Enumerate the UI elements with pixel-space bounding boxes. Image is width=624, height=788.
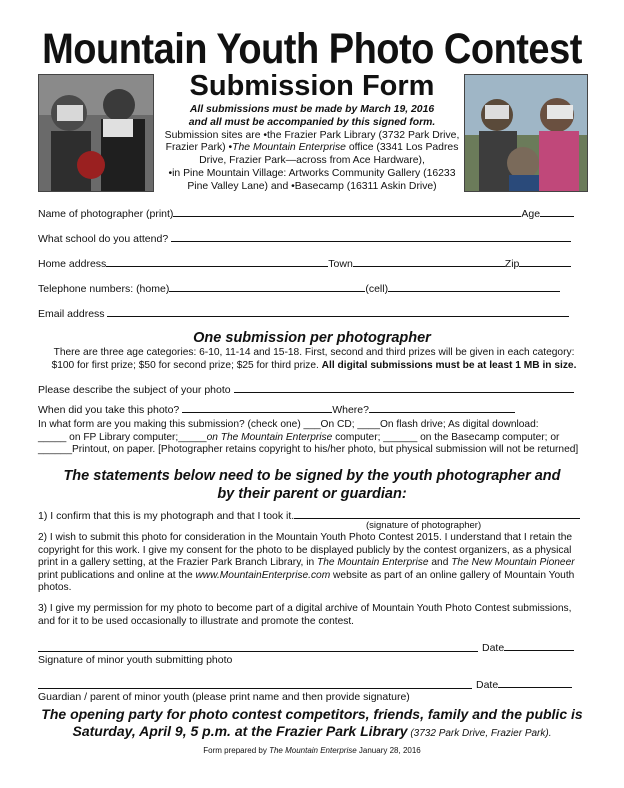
email-field[interactable] — [107, 306, 569, 317]
form-line-2c: computer; ______ on the Basecamp computer; or — [332, 431, 560, 443]
statement-2-line-3a: print in a gallery setting, at the Frazier Park Branch Library, in — [38, 557, 317, 568]
party-line-2a: Saturday, April 9, 5 p.m. at the Frazier Park Library — [72, 723, 408, 739]
cell-phone-field[interactable] — [388, 281, 560, 292]
sites-line-3: Drive, Frazier Park—across from Ace Hardware), — [199, 155, 425, 167]
form-question — [38, 419, 590, 457]
where-label: Where? — [332, 404, 369, 416]
party-announcement — [0, 706, 624, 742]
home-phone-field[interactable] — [169, 281, 365, 292]
sites-line-2b: The Mountain Enterprise — [232, 142, 346, 154]
minor-date-field[interactable] — [504, 640, 574, 651]
minor-date-label: Date — [482, 642, 505, 654]
phone-label: Telephone numbers: (home) — [38, 283, 170, 295]
zip-field[interactable] — [519, 256, 571, 267]
zip-label: Zip — [504, 258, 520, 270]
name-row — [38, 206, 574, 220]
age-label: Age — [521, 208, 541, 220]
address-label: Home address — [38, 258, 107, 270]
form-line-1: In what form are you making this submission? (check one) ___On CD; ____On flash drive; As digital download: — [38, 419, 539, 430]
form-line-2b: on The Mountain Enterprise — [206, 431, 333, 443]
sites-line-4: •in Pine Mountain Village: Artworks Community Gallery (16233 — [168, 167, 456, 179]
statements-heading-1: The statements below need to be signed by the youth photographer and — [63, 468, 561, 484]
subject-row — [38, 382, 574, 396]
cell-label: (cell) — [365, 283, 389, 295]
deadline-line-1: All submissions must be made by March 19, 2016 — [189, 104, 435, 115]
when-field[interactable] — [182, 402, 332, 413]
statement-2-line-5: photos. — [38, 582, 72, 593]
statement-2-line-3c: and — [428, 557, 452, 568]
phone-row — [38, 281, 560, 295]
statement-2 — [38, 532, 590, 595]
sites-line-1: Submission sites are •the Frazier Park Library (3732 Park Drive, — [164, 129, 460, 141]
email-row — [38, 306, 569, 320]
guardian-date-row — [476, 677, 572, 691]
statement-1-row — [38, 508, 580, 522]
age-field[interactable] — [540, 206, 574, 217]
statement-2-line-3b: The Mountain Enterprise — [316, 557, 429, 568]
photographer-signature-field[interactable] — [294, 508, 580, 519]
name-field[interactable] — [173, 206, 521, 217]
statement-1: 1) I confirm that this is my photograph and that I took it. — [38, 510, 295, 522]
form-line-3: ______Printout, on paper. [Photographer retains copyright to his/her photo, but physical submission will not be returned] — [38, 444, 579, 455]
form-line-2a: _____ on FP Library computer;_____ — [38, 431, 207, 443]
photo-left — [38, 74, 154, 192]
school-field[interactable] — [171, 231, 571, 242]
school-row — [38, 231, 571, 245]
minor-signature-field[interactable] — [38, 651, 478, 652]
credit-a: Form prepared by — [203, 746, 270, 755]
where-field[interactable] — [369, 402, 515, 413]
when-label: When did you take this photo? — [38, 404, 180, 416]
guardian-date-field[interactable] — [498, 677, 572, 688]
rules-line-2a: $100 for first prize; $50 for second prize; $25 for third prize. — [51, 359, 322, 371]
party-line-2b: (3732 Park Drive, Frazier Park). — [407, 728, 552, 739]
town-field[interactable] — [353, 256, 505, 267]
submission-info — [160, 104, 464, 194]
statement-2-line-2: copyright for this work. I give my consent for the photo to be displayed publicly by the contest organizers, as a physical — [38, 544, 572, 556]
page-subtitle: Submission Form — [189, 70, 435, 102]
sites-line-5: Pine Valley Lane) and •Basecamp (16311 Askin Drive) — [187, 180, 437, 192]
town-label: Town — [328, 258, 353, 270]
minor-date-row — [482, 640, 574, 654]
statement-2-line-4b: www.MountainEnterprise.com — [195, 569, 331, 581]
guardian-signature-label: Guardian / parent of minor youth (please print name and then provide signature) — [38, 691, 410, 703]
address-row — [38, 256, 571, 270]
deadline-line-2: and all must be accompanied by this signed form. — [188, 116, 436, 128]
statement-2-line-4a: print publications and online at the — [38, 569, 196, 581]
rules-text — [38, 347, 590, 372]
guardian-date-label: Date — [476, 679, 499, 691]
statements-heading-2: by their parent or guardian: — [217, 486, 407, 502]
statement-2-line-4c: website as part of an online gallery of Mountain Youth — [330, 569, 575, 581]
guardian-signature-field[interactable] — [38, 688, 472, 689]
statement-2-line-1: 2) I wish to submit this photo for consideration in the Mountain Youth Photo Contest 2015. I understand that I retain the — [38, 532, 573, 543]
statement-3 — [38, 603, 590, 628]
photo-right — [464, 74, 588, 192]
statement-3-line-2: and for it to be used occasionally to illustrate and promote the contest. — [38, 615, 354, 627]
statement-2-line-3d: The New Mountain Pioneer — [451, 557, 575, 568]
rules-heading: One submission per photographer — [193, 330, 431, 346]
subject-label: Please describe the subject of your photo — [38, 384, 231, 396]
credit-c: January 28, 2016 — [356, 746, 421, 755]
sites-line-2c: office (3341 Los Padres — [345, 142, 459, 154]
rules-line-1: There are three age categories: 6-10, 11-14 and 15-18. First, second and third prizes will be given in each category: — [53, 347, 575, 358]
party-line-1: The opening party for photo contest competitors, friends, family and the public is — [41, 706, 583, 722]
subject-field[interactable] — [234, 382, 574, 393]
statement-3-line-1: 3) I give my permission for my photo to become part of a digital archive of Mountain Youth Photo Contest submissions, — [38, 603, 572, 614]
name-label: Name of photographer (print) — [38, 208, 174, 220]
address-field[interactable] — [106, 256, 328, 267]
minor-signature-label: Signature of minor youth submitting photo — [38, 654, 233, 666]
photographer-signature-label: (signature of photographer) — [366, 520, 482, 531]
statements-heading — [0, 467, 624, 503]
page-title: Mountain Youth Photo Contest — [42, 26, 582, 74]
email-label: Email address — [38, 308, 105, 320]
school-label: What school do you attend? — [38, 233, 169, 245]
credit-b: The Mountain Enterprise — [269, 746, 357, 755]
sites-line-2a: Frazier Park) • — [165, 142, 233, 154]
when-row — [38, 402, 515, 416]
form-credit — [0, 746, 624, 755]
rules-line-2b: All digital submissions must be at least 1 MB in size. — [321, 359, 577, 371]
